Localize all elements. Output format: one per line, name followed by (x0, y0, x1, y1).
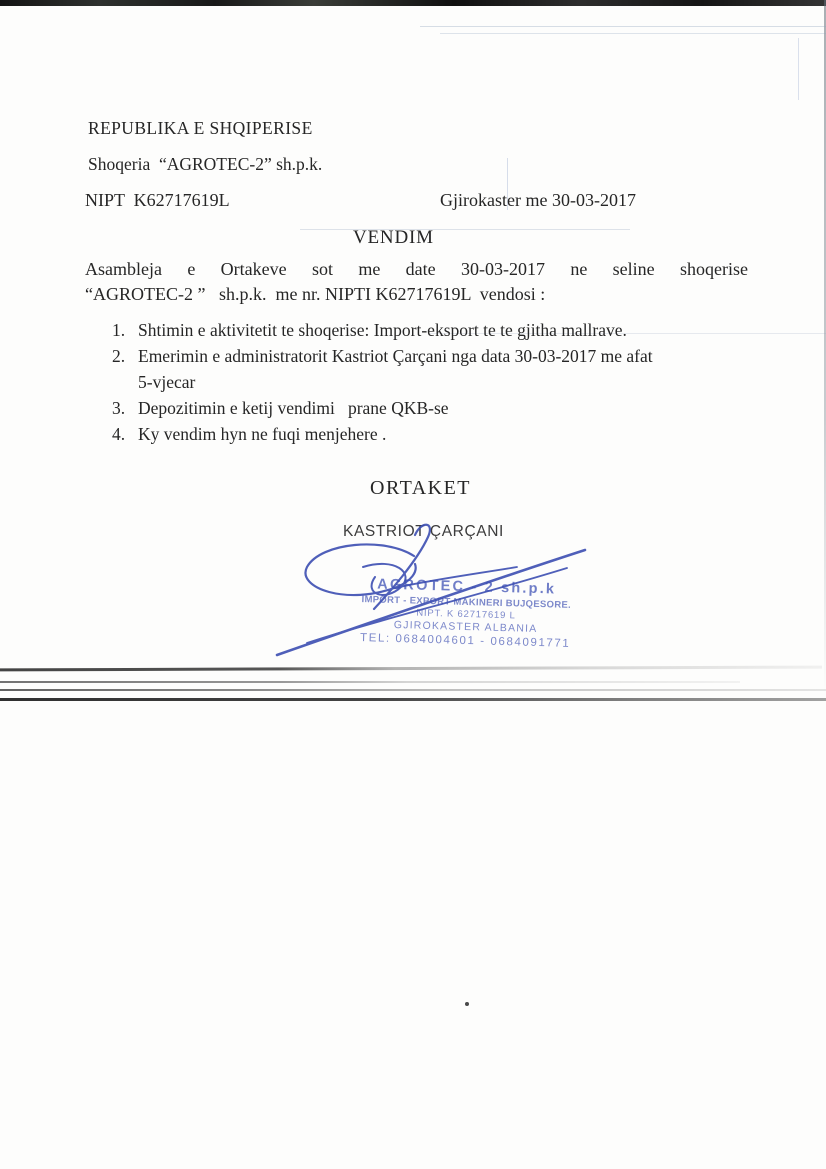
scan-artifact-dot (465, 1002, 469, 1006)
scan-artifact-line-1 (0, 666, 822, 672)
item-text: Ky vendim hyn ne fuqi menjehere . (138, 424, 387, 444)
stamp-activity-line: IMPORT - EXPORT MAKINERI BUJQESORE. (361, 594, 572, 611)
scan-artifact-line-4 (0, 698, 826, 701)
item-number: 3. (112, 398, 126, 418)
stamp-city-line: GJIROKASTER ALBANIA (393, 618, 538, 635)
scan-artifact-top-bar (0, 0, 826, 6)
item-text: Depozitimin e ketij vendimi prane QKB-se (138, 398, 449, 418)
decision-paragraph-line-2: “AGROTEC-2 ” sh.p.k. me nr. NIPTI K62717619L vendosi : (85, 284, 546, 304)
item-number: 2. (112, 346, 126, 366)
signature-ink (265, 515, 605, 670)
scan-streak-vertical (798, 38, 799, 100)
signatory-name: KASTRIOT ÇARÇANI (343, 523, 504, 540)
republic-title: REPUBLIKA E SHQIPERISE (88, 118, 313, 138)
decision-item (112, 320, 627, 341)
ortaket-heading: ORTAKET (370, 477, 472, 499)
item-text: Shtimin e aktivitetit te shoqerise: Import-eksport te te gjitha mallrave. (138, 320, 627, 340)
item-number: 1. (112, 320, 126, 340)
item-number: 4. (112, 424, 126, 444)
stamp-nipt-line: NIPT. K 62717619 L (416, 607, 516, 622)
scan-streak (420, 26, 826, 27)
nipt-value: NIPT K62717619L (85, 190, 230, 210)
scan-artifact-line-2 (0, 681, 740, 683)
decision-title: VENDIM (353, 227, 434, 248)
place-date: Gjirokaster me 30-03-2017 (440, 190, 636, 210)
item-text: Emerimin e administratorit Kastriot Çarçani nga data 30-03-2017 me afat (138, 346, 653, 366)
scan-streak (440, 33, 826, 34)
decision-item (112, 346, 653, 367)
item-text-continuation: 5-vjecar (138, 372, 196, 392)
stamp-phone-line: TEL: 0684004601 - 0684091771 (359, 632, 571, 650)
scan-streak (300, 229, 630, 230)
stamp-company-name: AGROTEC - 2 sh.p.k (377, 576, 557, 598)
decision-paragraph-line-1: Asambleja e Ortakeve sot me date 30-03-2017 ne seline shoqerise (85, 259, 748, 279)
decision-item (112, 424, 386, 445)
company-name-line: Shoqeria “AGROTEC-2” sh.p.k. (88, 154, 323, 174)
scan-artifact-line-3 (0, 689, 826, 691)
decision-item (112, 398, 449, 419)
